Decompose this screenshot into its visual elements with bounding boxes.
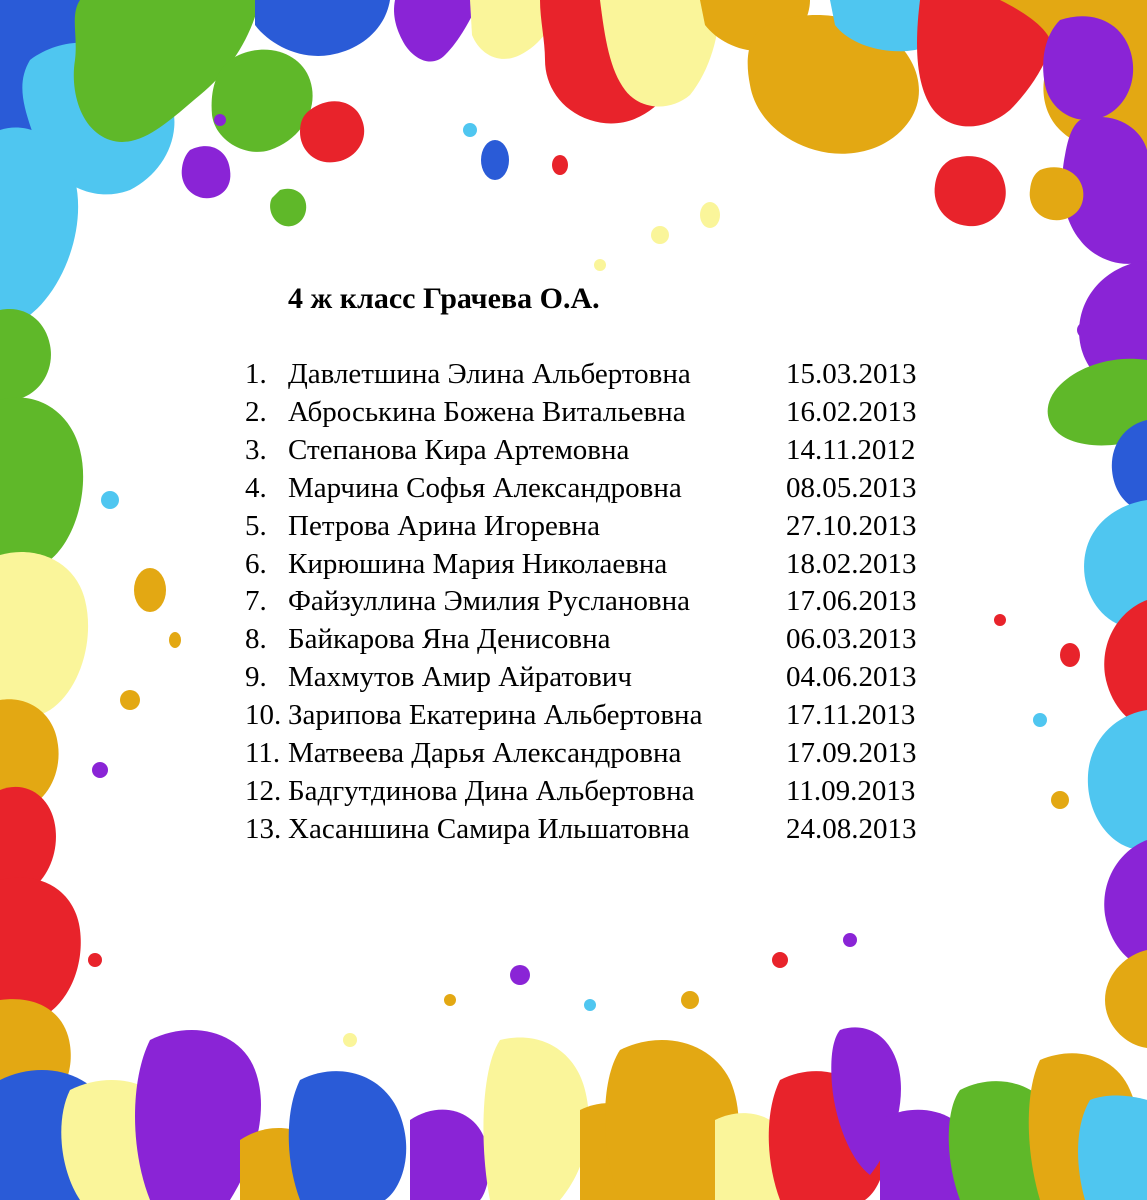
student-num: 6. [245, 547, 267, 580]
student-date: 18.02.2013 [786, 547, 917, 580]
student-date: 27.10.2013 [786, 509, 917, 542]
student-name: Махмутов Амир Айратович [288, 661, 632, 694]
student-row [0, 472, 1147, 510]
student-date: 17.06.2013 [786, 585, 917, 618]
student-name: Кирюшина Мария Николаевна [288, 547, 668, 580]
student-row [0, 358, 1147, 396]
student-num: 10. [245, 699, 282, 732]
student-name: Матвеева Дарья Александровна [288, 737, 682, 769]
student-num: 7. [245, 585, 267, 618]
student-date: 16.02.2013 [786, 395, 917, 428]
student-row [0, 434, 1147, 472]
student-name: Давлетшина Элина Альбертовна [288, 358, 691, 390]
student-name: Файзуллина Эмилия Руслановна [288, 585, 691, 618]
class-title: 4 ж класс Грачева О.А. [288, 282, 600, 315]
student-date: 17.09.2013 [786, 737, 917, 769]
student-date: 17.11.2013 [786, 699, 916, 732]
student-num: 8. [245, 623, 267, 656]
student-num: 4. [245, 471, 267, 504]
student-num: 5. [245, 509, 267, 542]
student-row [0, 813, 1147, 851]
student-num: 9. [245, 661, 267, 694]
student-name: Марчина Софья Александровна [288, 471, 682, 504]
student-name: Хасаншина Самира Ильшатовна [288, 812, 690, 845]
student-row [0, 548, 1147, 586]
student-name: Бадгутдинова Дина Альбертовна [288, 774, 695, 807]
student-date: 04.06.2013 [786, 661, 917, 694]
student-num: 1. [245, 358, 267, 390]
student-row [0, 623, 1147, 661]
student-date: 06.03.2013 [786, 623, 917, 656]
student-row [0, 775, 1147, 813]
student-name: Аброськина Божена Витальевна [288, 395, 686, 428]
student-name: Байкарова Яна Денисовна [288, 623, 611, 656]
student-num: 13. [245, 812, 282, 845]
student-row [0, 396, 1147, 434]
student-name: Степанова Кира Артемовна [288, 433, 630, 466]
student-date: 14.11.2012 [786, 433, 916, 466]
student-name: Петрова Арина Игоревна [288, 509, 600, 542]
student-num: 2. [245, 395, 267, 428]
student-date: 08.05.2013 [786, 471, 917, 504]
student-name: Зарипова Екатерина Альбертовна [288, 699, 703, 732]
student-num: 12. [245, 774, 282, 807]
student-num: 3. [245, 433, 267, 466]
student-date: 24.08.2013 [786, 812, 917, 845]
student-row [0, 585, 1147, 623]
student-date: 15.03.2013 [786, 358, 917, 390]
student-num: 11. [245, 737, 281, 769]
student-date: 11.09.2013 [786, 774, 916, 807]
student-row [0, 699, 1147, 737]
student-row [0, 510, 1147, 548]
student-row [0, 661, 1147, 699]
student-row [0, 737, 1147, 775]
